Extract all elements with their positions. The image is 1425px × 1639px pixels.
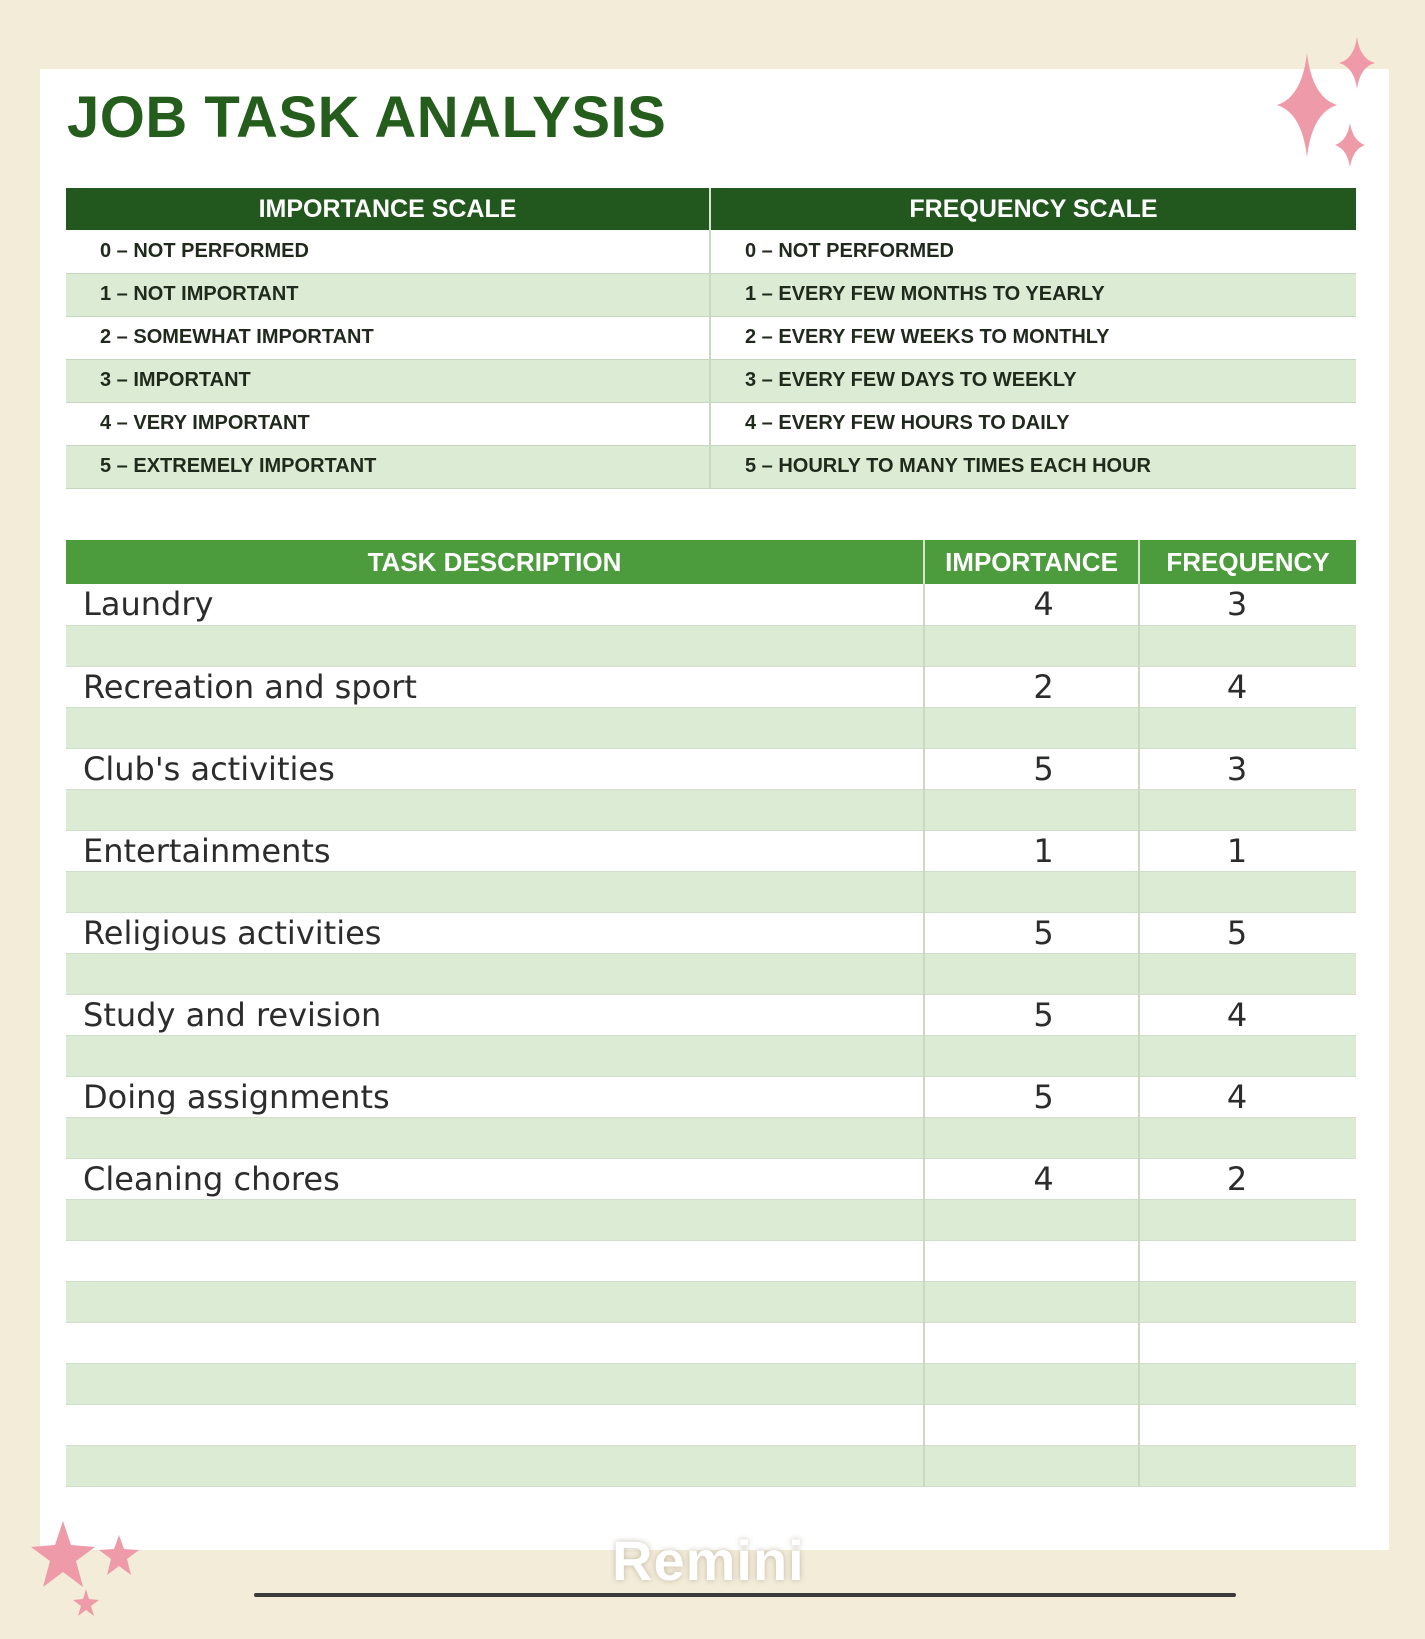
- frequency-cell: [1139, 1281, 1356, 1322]
- importance-scale-item: 2 – SOMEWHAT IMPORTANT: [66, 316, 710, 359]
- task-row: [66, 1363, 1356, 1404]
- task-description-cell: Club's activities: [66, 748, 924, 789]
- task-description-cell: [66, 1199, 924, 1240]
- task-row: [66, 748, 1356, 789]
- importance-scale-item: 5 – EXTREMELY IMPORTANT: [66, 445, 710, 488]
- task-row: [66, 1117, 1356, 1158]
- task-row: [66, 1404, 1356, 1445]
- frequency-cell: [1139, 871, 1356, 912]
- frequency-header: FREQUENCY: [1139, 540, 1356, 584]
- scale-table: [66, 188, 1356, 489]
- sparkle-top-right-icon: [1265, 35, 1395, 175]
- task-description-cell: [66, 1363, 924, 1404]
- task-description-cell: [66, 1117, 924, 1158]
- task-description-cell: Laundry: [66, 584, 924, 625]
- task-row: [66, 625, 1356, 666]
- task-row: [66, 1281, 1356, 1322]
- importance-cell: [924, 1035, 1139, 1076]
- home-indicator-bar: [254, 1593, 1236, 1597]
- importance-cell: 5: [924, 1076, 1139, 1117]
- importance-cell: [924, 1117, 1139, 1158]
- scale-header-row: [66, 188, 1356, 230]
- task-description-cell: [66, 1035, 924, 1076]
- frequency-cell: [1139, 1445, 1356, 1486]
- importance-cell: [924, 1240, 1139, 1281]
- task-description-cell: Recreation and sport: [66, 666, 924, 707]
- importance-cell: 1: [924, 830, 1139, 871]
- frequency-scale-item: 5 – HOURLY TO MANY TIMES EACH HOUR: [710, 445, 1356, 488]
- importance-scale-item: 1 – NOT IMPORTANT: [66, 273, 710, 316]
- frequency-cell: 4: [1139, 994, 1356, 1035]
- task-row: [66, 1035, 1356, 1076]
- task-row: [66, 1240, 1356, 1281]
- task-description-cell: Cleaning chores: [66, 1158, 924, 1199]
- task-description-cell: [66, 1281, 924, 1322]
- task-header-row: [66, 540, 1356, 584]
- task-description-cell: [66, 1322, 924, 1363]
- frequency-cell: [1139, 1322, 1356, 1363]
- scale-row: [66, 316, 1356, 359]
- importance-scale-item: 0 – NOT PERFORMED: [66, 230, 710, 273]
- importance-cell: [924, 1281, 1139, 1322]
- importance-cell: 5: [924, 748, 1139, 789]
- frequency-cell: 2: [1139, 1158, 1356, 1199]
- task-row: [66, 1322, 1356, 1363]
- importance-scale-item: 3 – IMPORTANT: [66, 359, 710, 402]
- importance-cell: 4: [924, 1158, 1139, 1199]
- importance-cell: 2: [924, 666, 1139, 707]
- frequency-cell: [1139, 1240, 1356, 1281]
- importance-scale-item: 4 – VERY IMPORTANT: [66, 402, 710, 445]
- task-row: [66, 953, 1356, 994]
- importance-cell: [924, 1445, 1139, 1486]
- task-rows: [66, 584, 1356, 1486]
- task-row: [66, 1445, 1356, 1486]
- frequency-cell: [1139, 625, 1356, 666]
- frequency-cell: 1: [1139, 830, 1356, 871]
- frequency-cell: [1139, 953, 1356, 994]
- scale-row: [66, 230, 1356, 273]
- task-description-header: TASK DESCRIPTION: [66, 540, 924, 584]
- task-table: [66, 540, 1356, 1487]
- frequency-cell: 3: [1139, 584, 1356, 625]
- frequency-cell: 3: [1139, 748, 1356, 789]
- frequency-cell: 4: [1139, 666, 1356, 707]
- frequency-cell: [1139, 1199, 1356, 1240]
- task-row: [66, 707, 1356, 748]
- scale-row: [66, 273, 1356, 316]
- importance-cell: [924, 1363, 1139, 1404]
- task-row: [66, 994, 1356, 1035]
- task-row: [66, 830, 1356, 871]
- scale-row: [66, 445, 1356, 488]
- importance-cell: [924, 707, 1139, 748]
- importance-cell: [924, 1322, 1139, 1363]
- scale-row: [66, 359, 1356, 402]
- task-row: [66, 871, 1356, 912]
- importance-scale-header: IMPORTANCE SCALE: [66, 188, 710, 230]
- task-description-cell: [66, 1240, 924, 1281]
- watermark-text: Remini: [612, 1529, 805, 1592]
- task-description-cell: [66, 953, 924, 994]
- importance-cell: [924, 1404, 1139, 1445]
- task-row: [66, 584, 1356, 625]
- frequency-scale-header: FREQUENCY SCALE: [710, 188, 1356, 230]
- task-description-cell: Study and revision: [66, 994, 924, 1035]
- task-description-cell: [66, 789, 924, 830]
- frequency-scale-item: 3 – EVERY FEW DAYS TO WEEKLY: [710, 359, 1356, 402]
- importance-cell: 4: [924, 584, 1139, 625]
- task-row: [66, 789, 1356, 830]
- task-row: [66, 666, 1356, 707]
- page-title: JOB TASK ANALYSIS: [67, 85, 667, 150]
- task-description-cell: Doing assignments: [66, 1076, 924, 1117]
- frequency-scale-item: 2 – EVERY FEW WEEKS TO MONTHLY: [710, 316, 1356, 359]
- importance-cell: [924, 625, 1139, 666]
- frequency-scale-item: 4 – EVERY FEW HOURS TO DAILY: [710, 402, 1356, 445]
- frequency-cell: [1139, 707, 1356, 748]
- frequency-cell: [1139, 789, 1356, 830]
- frequency-cell: [1139, 1363, 1356, 1404]
- task-row: [66, 1199, 1356, 1240]
- frequency-cell: 4: [1139, 1076, 1356, 1117]
- task-row: [66, 912, 1356, 953]
- frequency-cell: 5: [1139, 912, 1356, 953]
- scale-row: [66, 402, 1356, 445]
- importance-cell: [924, 1199, 1139, 1240]
- frequency-scale-item: 0 – NOT PERFORMED: [710, 230, 1356, 273]
- importance-cell: 5: [924, 912, 1139, 953]
- task-description-cell: [66, 707, 924, 748]
- frequency-scale-item: 1 – EVERY FEW MONTHS TO YEARLY: [710, 273, 1356, 316]
- task-description-cell: [66, 625, 924, 666]
- task-description-cell: [66, 1445, 924, 1486]
- sparkle-bottom-left-icon: [25, 1515, 145, 1625]
- task-description-cell: Entertainments: [66, 830, 924, 871]
- importance-cell: [924, 871, 1139, 912]
- frequency-cell: [1139, 1035, 1356, 1076]
- frequency-cell: [1139, 1117, 1356, 1158]
- importance-header: IMPORTANCE: [924, 540, 1139, 584]
- importance-cell: [924, 789, 1139, 830]
- importance-cell: [924, 953, 1139, 994]
- frequency-cell: [1139, 1404, 1356, 1445]
- task-row: [66, 1158, 1356, 1199]
- task-description-cell: [66, 871, 924, 912]
- task-description-cell: [66, 1404, 924, 1445]
- task-description-cell: Religious activities: [66, 912, 924, 953]
- importance-cell: 5: [924, 994, 1139, 1035]
- task-row: [66, 1076, 1356, 1117]
